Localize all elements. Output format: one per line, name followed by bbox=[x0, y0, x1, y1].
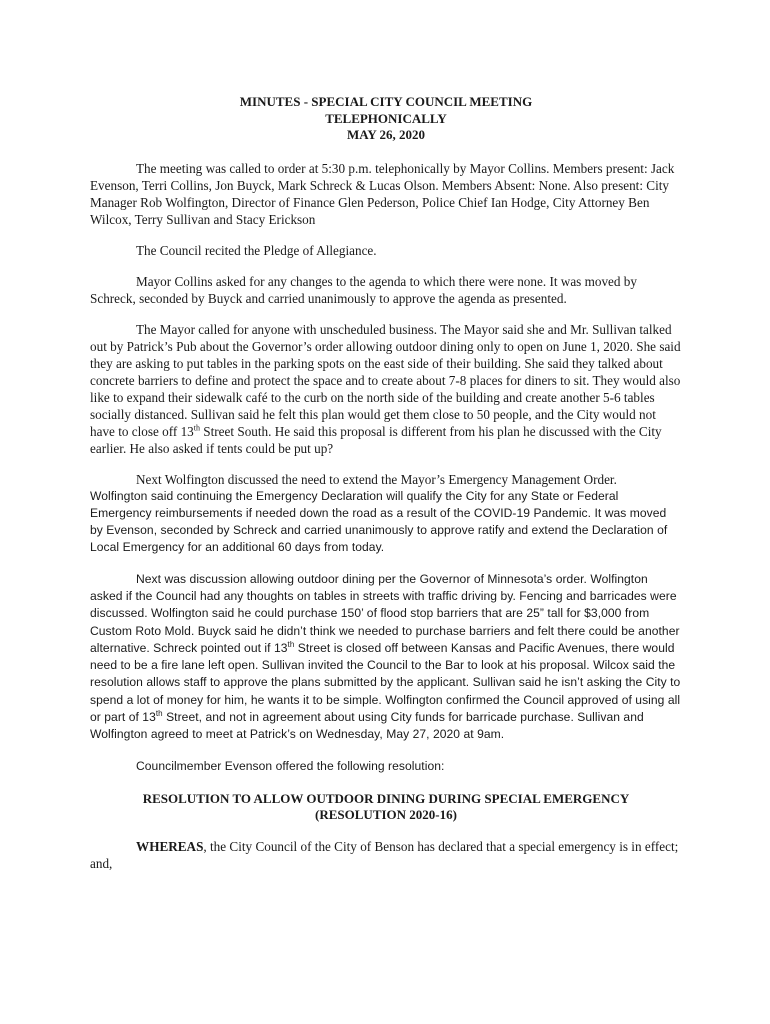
pledge-paragraph: The Council recited the Pledge of Allegiance. bbox=[136, 242, 377, 258]
resolution-heading-line-2: (RESOLUTION 2020-16) bbox=[315, 807, 457, 823]
title-line-3: MAY 26, 2020 bbox=[346, 127, 426, 142]
whereas-paragraph bbox=[90, 838, 682, 872]
dining-text-3: Street, and not in agreement about using City funds for barricade purchase. Sullivan and Wolfington agreed to meet at Patrick’s on Wednesday, May 27, 2020 at 9am. bbox=[90, 710, 644, 742]
dining-superscript-1: th bbox=[287, 639, 295, 649]
unscheduled-text-2: Street South. He said this proposal is different from his plan he discussed with the City earlier. He also asked if tents could be put up? bbox=[90, 423, 662, 456]
emergency-rest: Wolfington said continuing the Emergency Declaration will qualify the City for any State or Federal Emergency reimbursements if needed down the road as a result of the COVID-19 Pandemic. It was moved by Evenson, seconded by Schreck and carried unanimously to approve ratify and extend the Declaration of Local Emergency for an additional 60 days from today. bbox=[90, 488, 668, 555]
resolution-heading bbox=[90, 791, 682, 824]
unscheduled-text-1: The Mayor called for anyone with unscheduled business. The Mayor said she and Mr. Sullivan talked out by Patrick’s Pub about the Governor’s order allowing outdoor dining only to open on June 1, 2020. She said they are asking to put tables in the parking spots on the east side of their building. She said they talked about concrete barriers to define and protect the space and to create about 7-8 places for diners to sit. They would also like to expand their sidewalk café to the curb on the north side of the building and create another 5-6 tables socially distanced. Sullivan said he felt this plan would get them close to 50 people, and the City would not have to close off 13 bbox=[90, 321, 681, 439]
call-to-order-paragraph: The meeting was called to order at 5:30 p.m. telephonically by Mayor Collins. Members present: Jack Evenson, Terri Collins, Jon Buyck, Mark Schreck & Lucas Olson. Members Absent: None. Also present: City Manager Rob Wolfington, Director of Finance Glen Pederson, Police Chief Ian Hodge, City Attorney Ben Wilcox, Terry Sullivan and Stacy Erickson bbox=[90, 160, 675, 227]
title-line-2: TELEPHONICALLY bbox=[325, 110, 447, 126]
dining-text-2: Street is closed off between Kansas and Pacific Avenues, there would need to be a fire lane left open. Sullivan invited the Council to the Bar to look at his proposal. Wilcox said the resolution allows staff to approve the plans submitted by the applicant. Sullivan said he isn’t asking the City to spend a lot of money for him, he wants it to be simple. Wolfington confirmed the Council approved of using all or part of 13 bbox=[90, 640, 681, 725]
emergency-order-paragraph bbox=[90, 471, 682, 557]
minutes-title bbox=[90, 94, 682, 144]
dining-superscript-2: th bbox=[155, 709, 163, 719]
document-body bbox=[90, 94, 682, 886]
title-line-1: MINUTES - SPECIAL CITY COUNCIL MEETING bbox=[239, 94, 533, 109]
emergency-first-line: Next Wolfington discussed the need to extend the Mayor’s Emergency Management Order. bbox=[136, 471, 617, 487]
resolution-offer-paragraph: Councilmember Evenson offered the following resolution: bbox=[136, 758, 445, 773]
agenda-paragraph: Mayor Collins asked for any changes to the agenda to which there were none. It was moved by Schreck, seconded by Buyck and carried unanimously to approve the agenda as presented. bbox=[90, 273, 637, 306]
whereas-lead: WHEREAS bbox=[136, 838, 204, 854]
resolution-heading-line-1: RESOLUTION TO ALLOW OUTDOOR DINING DURING SPECIAL EMERGENCY bbox=[142, 790, 630, 806]
whereas-text: , the City Council of the City of Benson has declared that a special emergency is in effect; and, bbox=[90, 838, 679, 871]
outdoor-dining-paragraph bbox=[90, 571, 682, 744]
dining-text-1: Next was discussion allowing outdoor dining per the Governor of Minnesota’s order. Wolfington asked if the Council had any thoughts on tables in streets with traffic driving by. Fencing and barricades were discussed. Wolfington said he could purchase 150’ of flood stop barriers that are 25” tall for $3,000 from Custom Roto Mold. Buyck said he didn’t think we needed to purchase barriers and felt there could be another alternative. Schreck pointed out if 13 bbox=[90, 571, 680, 655]
unscheduled-superscript: th bbox=[193, 423, 200, 433]
unscheduled-business-paragraph bbox=[90, 321, 682, 457]
